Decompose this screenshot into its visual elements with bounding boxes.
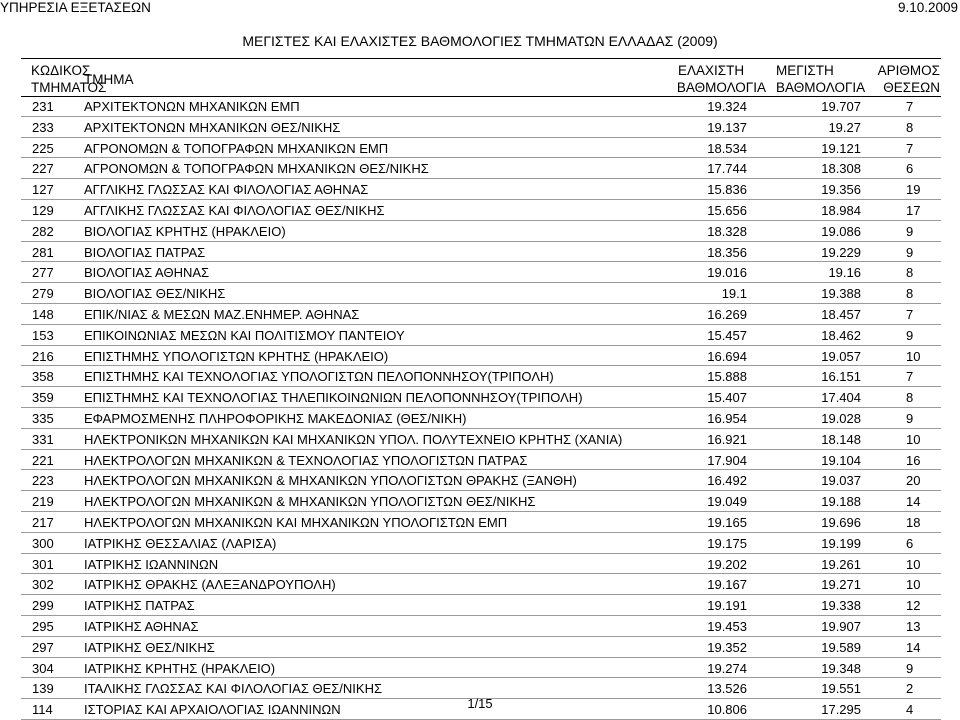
cell-max-score: 19.104 <box>821 452 861 468</box>
cell-department: ΕΠΙΚΟΙΝΩΝΙΑΣ ΜΕΣΩΝ ΚΑΙ ΠΟΛΙΤΙΣΜΟΥ ΠΑΝΤΕΙΟΥ <box>84 327 405 343</box>
cell-max-score: 19.188 <box>821 494 861 510</box>
cell-department: ΒΙΟΛΟΓΙΑΣ ΘΕΣ/ΝΙΚΗΣ <box>84 286 226 302</box>
cell-min-score: 15.407 <box>707 390 747 406</box>
cell-min-score: 19.352 <box>707 639 747 655</box>
table-row <box>21 429 941 450</box>
table-row <box>21 595 941 616</box>
table-row <box>21 554 941 575</box>
column-header-code-line2: ΤΜΗΜΑΤΟΣ <box>31 80 107 95</box>
cell-max-score: 19.037 <box>821 473 861 489</box>
cell-max-score: 19.229 <box>821 244 861 260</box>
cell-seats: 9 <box>906 410 914 426</box>
table-row <box>21 574 941 595</box>
header-date: 9.10.2009 <box>897 0 958 15</box>
cell-code: 304 <box>32 660 54 676</box>
table-row <box>21 262 941 283</box>
cell-max-score: 19.057 <box>821 348 861 364</box>
table-row <box>21 408 941 429</box>
cell-department: ΒΙΟΛΟΓΙΑΣ ΚΡΗΤΗΣ (ΗΡΑΚΛΕΙΟ) <box>84 223 286 239</box>
cell-code: 231 <box>32 99 54 114</box>
cell-min-score: 19.274 <box>707 660 747 676</box>
cell-code: 301 <box>32 556 54 572</box>
cell-department: ΙΣΤΟΡΙΑΣ ΚΑΙ ΑΡΧΑΙΟΛΟΓΙΑΣ ΙΩΑΝΝΙΝΩΝ <box>84 702 341 718</box>
table-row <box>21 325 941 346</box>
table-row <box>21 533 941 554</box>
cell-code: 281 <box>32 244 54 260</box>
cell-min-score: 19.191 <box>707 598 747 614</box>
cell-max-score: 19.589 <box>821 639 861 655</box>
column-header-code <box>31 62 107 96</box>
table-row <box>21 96 941 117</box>
cell-min-score: 19.049 <box>707 494 747 510</box>
cell-department: ΙΤΑΛΙΚΗΣ ΓΛΩΣΣΑΣ ΚΑΙ ΦΙΛΟΛΟΓΙΑΣ ΘΕΣ/ΝΙΚΗΣ <box>84 681 382 697</box>
cell-department: ΕΠΙΚ/ΝΙΑΣ & ΜΕΣΩΝ ΜΑΖ.ΕΝΗΜΕΡ. ΑΘΗΝΑΣ <box>84 306 360 322</box>
cell-max-score: 19.27 <box>828 119 861 135</box>
cell-min-score: 15.457 <box>707 327 747 343</box>
cell-seats: 7 <box>906 306 914 322</box>
cell-max-score: 19.551 <box>821 681 861 697</box>
column-header-min <box>676 62 766 96</box>
cell-department: ΑΡΧΙΤΕΚΤΟΝΩΝ ΜΗΧΑΝΙΚΩΝ ΘΕΣ/ΝΙΚΗΣ <box>84 119 341 135</box>
cell-department: ΕΠΙΣΤΗΜΗΣ ΚΑΙ ΤΕΧΝΟΛΟΓΙΑΣ ΤΗΛΕΠΙΚΟΙΝΩΝΙΩΝ ΠΕΛΟΠΟΝΝΗΣΟΥ(ΤΡΙΠΟΛΗ) <box>84 390 583 406</box>
cell-code: 216 <box>32 348 54 364</box>
cell-department: ΗΛΕΚΤΡΟΝΙΚΩΝ ΜΗΧΑΝΙΚΩΝ ΚΑΙ ΜΗΧΑΝΙΚΩΝ ΥΠΟΛ. ΠΟΛΥΤΕΧΝΕΙΟ ΚΡΗΤΗΣ (ΧΑΝΙΑ) <box>84 431 623 447</box>
cell-code: 358 <box>32 369 54 385</box>
cell-seats: 8 <box>906 119 914 135</box>
cell-max-score: 18.308 <box>821 161 861 177</box>
cell-code: 295 <box>32 618 54 634</box>
cell-max-score: 19.338 <box>821 598 861 614</box>
cell-min-score: 19.453 <box>707 618 747 634</box>
column-header-seats-line2: ΘΕΣΕΩΝ <box>883 80 940 95</box>
cell-max-score: 16.151 <box>821 369 861 385</box>
cell-seats: 8 <box>906 390 914 406</box>
table-row <box>21 117 941 138</box>
cell-department: ΙΑΤΡΙΚΗΣ ΠΑΤΡΑΣ <box>84 598 195 614</box>
cell-code: 148 <box>32 306 54 322</box>
table-row <box>21 366 941 387</box>
column-header-seats <box>874 62 940 96</box>
cell-seats: 19 <box>906 182 921 198</box>
table-row <box>21 346 941 367</box>
cell-code: 233 <box>32 119 54 135</box>
cell-seats: 7 <box>906 140 914 156</box>
cell-seats: 7 <box>906 369 914 385</box>
cell-seats: 14 <box>906 494 921 510</box>
cell-max-score: 19.121 <box>821 140 861 156</box>
cell-max-score: 19.16 <box>828 265 861 281</box>
cell-seats: 13 <box>906 618 921 634</box>
table-row <box>21 158 941 179</box>
cell-department: ΒΙΟΛΟΓΙΑΣ ΠΑΤΡΑΣ <box>84 244 206 260</box>
cell-department: ΑΓΓΛΙΚΗΣ ΓΛΩΣΣΑΣ ΚΑΙ ΦΙΛΟΛΟΓΙΑΣ ΘΕΣ/ΝΙΚΗΣ <box>84 202 385 218</box>
cell-seats: 9 <box>906 244 914 260</box>
page-number: 1/15 <box>467 696 493 711</box>
cell-department: ΕΠΙΣΤΗΜΗΣ ΥΠΟΛΟΓΙΣΤΩΝ ΚΡΗΤΗΣ (ΗΡΑΚΛΕΙΟ) <box>84 348 389 364</box>
cell-min-score: 17.744 <box>707 161 747 177</box>
cell-department: ΙΑΤΡΙΚΗΣ ΑΘΗΝΑΣ <box>84 618 199 634</box>
cell-code: 299 <box>32 598 54 614</box>
cell-seats: 18 <box>906 514 921 530</box>
cell-min-score: 16.694 <box>707 348 747 364</box>
cell-seats: 2 <box>906 681 914 697</box>
column-header-max-line1: ΜΕΓΙΣΤΗ <box>776 63 834 78</box>
cell-min-score: 19.167 <box>707 577 747 593</box>
table-row <box>21 450 941 471</box>
cell-department: ΙΑΤΡΙΚΗΣ ΘΡΑΚΗΣ (ΑΛΕΞΑΝΔΡΟΥΠΟΛΗ) <box>84 577 336 593</box>
cell-seats: 6 <box>906 535 914 551</box>
cell-department: ΗΛΕΚΤΡΟΛΟΓΩΝ ΜΗΧΑΝΙΚΩΝ & ΤΕΧΝΟΛΟΓΙΑΣ ΥΠΟΛΟΓΙΣΤΩΝ ΠΑΤΡΑΣ <box>84 452 528 468</box>
cell-code: 139 <box>32 681 54 697</box>
cell-department: ΗΛΕΚΤΡΟΛΟΓΩΝ ΜΗΧΑΝΙΚΩΝ & ΜΗΧΑΝΙΚΩΝ ΥΠΟΛΟΓΙΣΤΩΝ ΘΕΣ/ΝΙΚΗΣ <box>84 494 536 510</box>
cell-seats: 6 <box>906 161 914 177</box>
cell-min-score: 19.324 <box>707 99 747 114</box>
cell-min-score: 16.921 <box>707 431 747 447</box>
cell-seats: 8 <box>906 265 914 281</box>
cell-department: ΗΛΕΚΤΡΟΛΟΓΩΝ ΜΗΧΑΝΙΚΩΝ & ΜΗΧΑΝΙΚΩΝ ΥΠΟΛΟΓΙΣΤΩΝ ΘΡΑΚΗΣ (ΞΑΝΘΗ) <box>84 473 577 489</box>
cell-code: 279 <box>32 286 54 302</box>
cell-min-score: 10.806 <box>707 702 747 718</box>
service-header: ΥΠΗΡΕΣΙΑ ΕΞΕΤΑΣΕΩΝ <box>0 0 151 15</box>
cell-seats: 17 <box>906 202 921 218</box>
cell-department: ΙΑΤΡΙΚΗΣ ΙΩΑΝΝΙΝΩΝ <box>84 556 219 572</box>
cell-max-score: 19.907 <box>821 618 861 634</box>
cell-seats: 10 <box>906 431 921 447</box>
cell-min-score: 15.836 <box>707 182 747 198</box>
cell-code: 282 <box>32 223 54 239</box>
table-row <box>21 387 941 408</box>
cell-min-score: 16.269 <box>707 306 747 322</box>
cell-seats: 9 <box>906 327 914 343</box>
table-row <box>21 179 941 200</box>
column-header-code-line1: ΚΩΔΙΚΟΣ <box>31 63 91 78</box>
cell-code: 302 <box>32 577 54 593</box>
column-header-min-line2: ΒΑΘΜΟΛΟΓΙΑ <box>676 80 766 95</box>
cell-code: 300 <box>32 535 54 551</box>
cell-seats: 4 <box>906 702 914 718</box>
cell-max-score: 19.348 <box>821 660 861 676</box>
column-header-seats-line1: ΑΡΙΘΜΟΣ <box>877 63 940 78</box>
cell-max-score: 18.462 <box>821 327 861 343</box>
cell-seats: 10 <box>906 556 921 572</box>
cell-code: 153 <box>32 327 54 343</box>
cell-department: ΙΑΤΡΙΚΗΣ ΘΕΣΣΑΛΙΑΣ (ΛΑΡΙΣΑ) <box>84 535 277 551</box>
cell-seats: 20 <box>906 473 921 489</box>
table-row <box>21 200 941 221</box>
cell-seats: 9 <box>906 223 914 239</box>
table-row <box>21 283 941 304</box>
scores-table-body <box>21 96 941 720</box>
cell-code: 221 <box>32 452 54 468</box>
cell-min-score: 16.954 <box>707 410 747 426</box>
table-row <box>21 304 941 325</box>
cell-department: ΕΠΙΣΤΗΜΗΣ ΚΑΙ ΤΕΧΝΟΛΟΓΙΑΣ ΥΠΟΛΟΓΙΣΤΩΝ ΠΕΛΟΠΟΝΝΗΣΟΥ(ΤΡΙΠΟΛΗ) <box>84 369 554 385</box>
cell-min-score: 13.526 <box>707 681 747 697</box>
cell-max-score: 19.028 <box>821 410 861 426</box>
cell-department: ΑΓΡΟΝΟΜΩΝ & ΤΟΠΟΓΡΑΦΩΝ ΜΗΧΑΝΙΚΩΝ ΘΕΣ/ΝΙΚΗΣ <box>84 161 429 177</box>
cell-code: 223 <box>32 473 54 489</box>
cell-seats: 14 <box>906 639 921 655</box>
cell-max-score: 17.404 <box>821 390 861 406</box>
cell-code: 277 <box>32 265 54 281</box>
table-row <box>21 470 941 491</box>
cell-department: ΕΦΑΡΜΟΣΜΕΝΗΣ ΠΛΗΡΟΦΟΡΙΚΗΣ ΜΑΚΕΔΟΝΙΑΣ (ΘΕΣ/ΝΙΚΗ) <box>84 410 467 426</box>
cell-max-score: 17.295 <box>821 702 861 718</box>
cell-min-score: 19.1 <box>721 286 747 302</box>
cell-min-score: 18.356 <box>707 244 747 260</box>
cell-code: 219 <box>32 494 54 510</box>
cell-seats: 10 <box>906 348 921 364</box>
cell-min-score: 18.534 <box>707 140 747 156</box>
cell-max-score: 18.984 <box>821 202 861 218</box>
cell-seats: 8 <box>906 286 914 302</box>
cell-seats: 7 <box>906 99 914 114</box>
cell-seats: 12 <box>906 598 921 614</box>
cell-max-score: 19.356 <box>821 182 861 198</box>
cell-max-score: 19.271 <box>821 577 861 593</box>
cell-code: 335 <box>32 410 54 426</box>
table-row <box>21 491 941 512</box>
cell-max-score: 18.457 <box>821 306 861 322</box>
cell-department: ΑΓΓΛΙΚΗΣ ΓΛΩΣΣΑΣ ΚΑΙ ΦΙΛΟΛΟΓΙΑΣ ΑΘΗΝΑΣ <box>84 182 369 198</box>
cell-max-score: 19.707 <box>821 99 861 114</box>
table-row <box>21 512 941 533</box>
cell-min-score: 18.328 <box>707 223 747 239</box>
cell-department: ΗΛΕΚΤΡΟΛΟΓΩΝ ΜΗΧΑΝΙΚΩΝ ΚΑΙ ΜΗΧΑΝΙΚΩΝ ΥΠΟΛΟΓΙΣΤΩΝ ΕΜΠ <box>84 514 508 530</box>
cell-seats: 16 <box>906 452 921 468</box>
cell-code: 217 <box>32 514 54 530</box>
page-title: ΜΕΓΙΣΤΕΣ ΚΑΙ ΕΛΑΧΙΣΤΕΣ ΒΑΘΜΟΛΟΓΙΕΣ ΤΜΗΜΑΤΩΝ ΕΛΛΑΔΑΣ (2009) <box>242 33 718 49</box>
cell-department: ΙΑΤΡΙΚΗΣ ΘΕΣ/ΝΙΚΗΣ <box>84 639 215 655</box>
cell-min-score: 15.888 <box>707 369 747 385</box>
cell-max-score: 19.086 <box>821 223 861 239</box>
cell-code: 129 <box>32 202 54 218</box>
cell-code: 225 <box>32 140 54 156</box>
table-row <box>21 221 941 242</box>
cell-max-score: 19.261 <box>821 556 861 572</box>
cell-code: 359 <box>32 390 54 406</box>
cell-min-score: 19.016 <box>707 265 747 281</box>
cell-max-score: 19.388 <box>821 286 861 302</box>
cell-min-score: 15.656 <box>707 202 747 218</box>
cell-department: ΒΙΟΛΟΓΙΑΣ ΑΘΗΝΑΣ <box>84 265 210 281</box>
table-row <box>21 242 941 263</box>
table-top-rule <box>21 58 941 59</box>
table-row <box>21 138 941 159</box>
cell-department: ΑΓΡΟΝΟΜΩΝ & ΤΟΠΟΓΡΑΦΩΝ ΜΗΧΑΝΙΚΩΝ ΕΜΠ <box>84 140 389 156</box>
cell-max-score: 18.148 <box>821 431 861 447</box>
column-header-max-line2: ΒΑΘΜΟΛΟΓΙΑ <box>776 80 866 95</box>
cell-code: 297 <box>32 639 54 655</box>
cell-code: 331 <box>32 431 54 447</box>
cell-min-score: 19.202 <box>707 556 747 572</box>
column-header-max <box>776 62 866 96</box>
cell-max-score: 19.696 <box>821 514 861 530</box>
cell-min-score: 16.492 <box>707 473 747 489</box>
cell-min-score: 19.175 <box>707 535 747 551</box>
table-row <box>21 637 941 658</box>
cell-code: 114 <box>32 702 53 718</box>
cell-seats: 10 <box>906 577 921 593</box>
table-row <box>21 658 941 679</box>
table-row <box>21 616 941 637</box>
cell-min-score: 17.904 <box>707 452 747 468</box>
column-header-min-line1: ΕΛΑΧΙΣΤΗ <box>678 63 745 78</box>
cell-code: 127 <box>32 182 54 198</box>
cell-department: ΑΡΧΙΤΕΚΤΟΝΩΝ ΜΗΧΑΝΙΚΩΝ ΕΜΠ <box>84 99 300 114</box>
cell-code: 227 <box>32 161 54 177</box>
cell-department: ΙΑΤΡΙΚΗΣ ΚΡΗΤΗΣ (ΗΡΑΚΛΕΙΟ) <box>84 660 276 676</box>
cell-max-score: 19.199 <box>821 535 861 551</box>
column-header-name: ΤΜΗΜΑ <box>84 72 134 87</box>
cell-min-score: 19.165 <box>707 514 747 530</box>
cell-seats: 9 <box>906 660 914 676</box>
cell-min-score: 19.137 <box>707 119 747 135</box>
